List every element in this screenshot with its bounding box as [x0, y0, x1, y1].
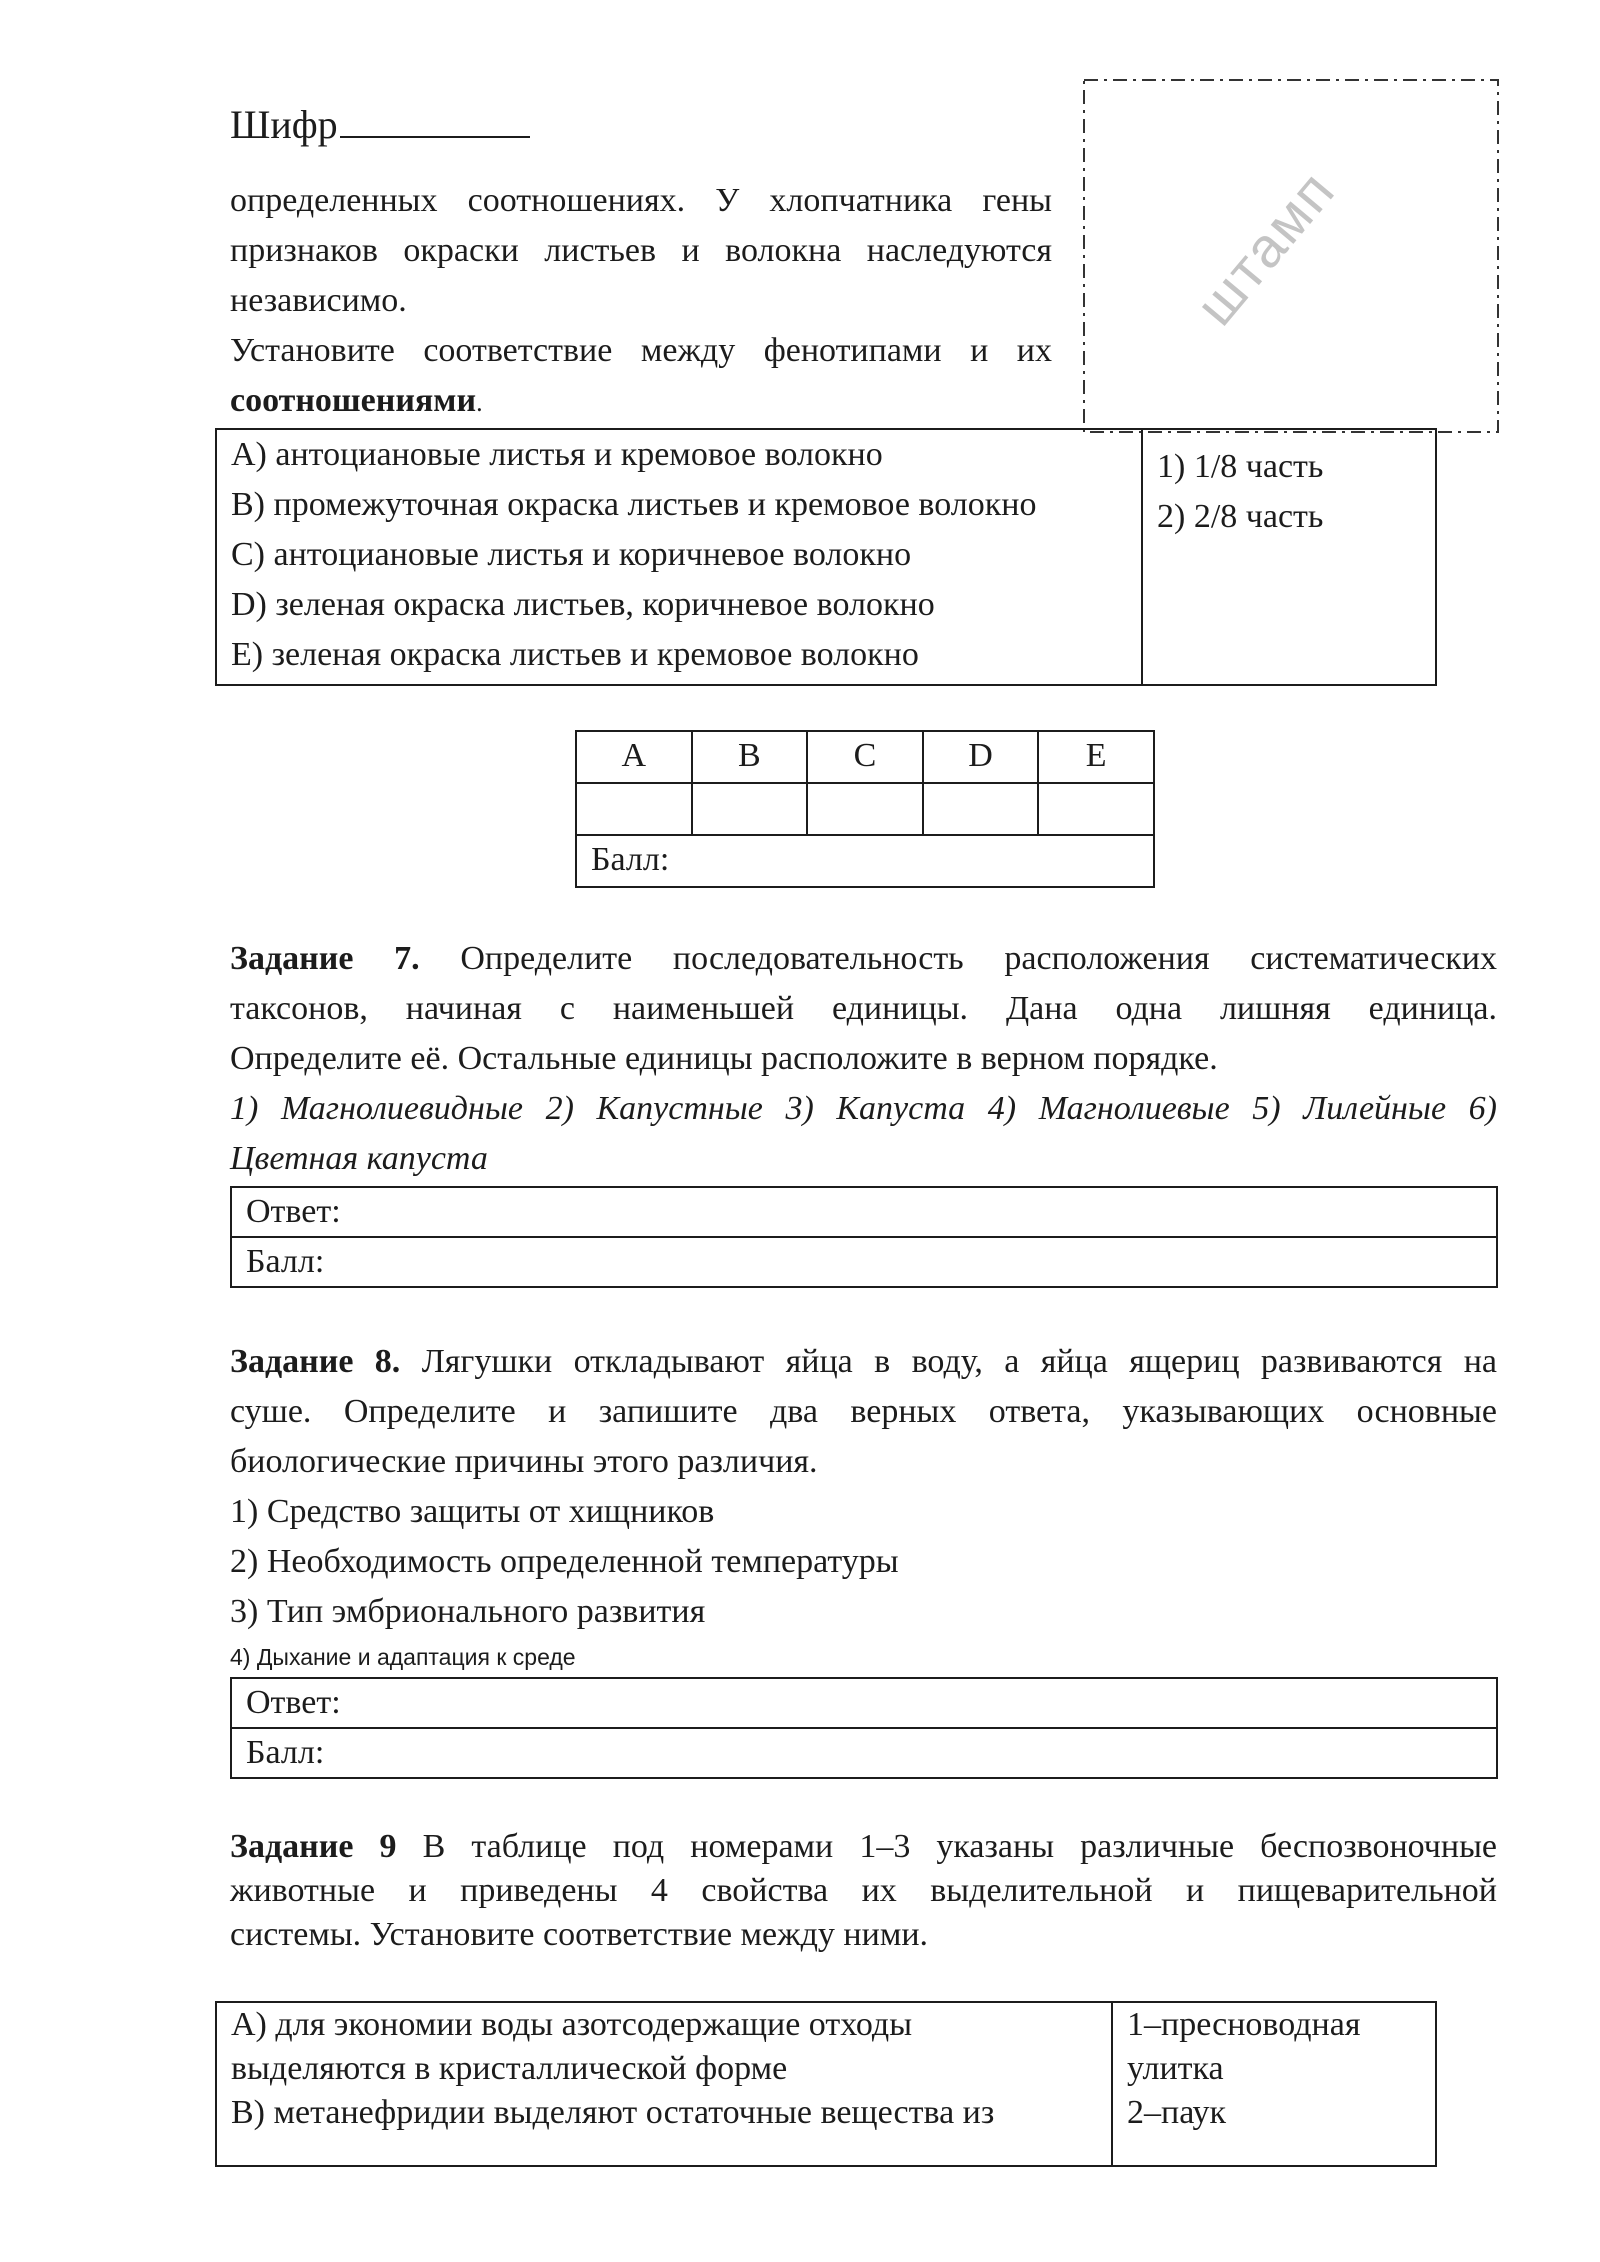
task8-option-1: 1) Средство защиты от хищников	[230, 1493, 715, 1530]
task6-answer-grid	[575, 730, 1155, 888]
animal-item: 2–паук	[1127, 2094, 1227, 2131]
task9-matching-table	[215, 2001, 1437, 2167]
task8-line-2: суше. Определите и запишите два верных ответа, указывающих основные	[230, 1393, 1497, 1430]
phenotype-list	[216, 429, 1142, 685]
task7-answer-table	[230, 1186, 1498, 1288]
task6-period: .	[476, 388, 483, 417]
task7-line-2: таксонов, начиная с наименьшей единицы. Дана одна лишняя единица.	[230, 990, 1497, 1027]
property-item: А) для экономии воды азотсодержащие отходы	[231, 2006, 913, 2043]
task8-title: Задание 8.	[230, 1343, 401, 1380]
grid-header-d: D	[923, 731, 1039, 783]
ratio-item: 1) 1/8 часть	[1157, 448, 1324, 485]
score-label: Балл:	[591, 841, 670, 878]
task8-line-3: биологические причины этого различия.	[230, 1443, 818, 1480]
property-item: выделяются в кристаллической форме	[231, 2050, 788, 2087]
task9-line-1	[230, 1825, 1497, 1869]
stamp-label: штамп	[1183, 158, 1347, 337]
task9-line-2: животные и приведены 4 свойства их выделительной и пищеварительной	[230, 1872, 1497, 1909]
task8-answer-table	[230, 1677, 1498, 1779]
task8-option-2: 2) Необходимость определенной температуры	[230, 1543, 899, 1580]
task6-line-4: Установите соответствие между фенотипами и их	[230, 332, 1052, 369]
phenotype-item: D) зеленая окраска листьев, коричневое волокно	[231, 586, 935, 623]
grid-answer-cell-d[interactable]	[923, 783, 1039, 835]
grid-header-a: А	[576, 731, 692, 783]
task9-text: В таблице под номерами 1–3 указаны различные беспозвоночные	[422, 1828, 1498, 1865]
answer-label: Ответ:	[246, 1193, 341, 1230]
ratio-item: 2) 2/8 часть	[1157, 498, 1324, 535]
task6-line-5	[230, 376, 1497, 428]
score-label: Балл:	[246, 1243, 325, 1280]
task7-options-line-2	[230, 1134, 1497, 1184]
cipher-label: Шифр	[230, 102, 338, 147]
phenotype-item: В) промежуточная окраска листьев и кремовое волокно	[231, 486, 1037, 523]
grid-header-b: В	[692, 731, 808, 783]
task7-answer-field[interactable]	[231, 1187, 1497, 1237]
task8-option-4: 4) Дыхание и адаптация к среде	[230, 1644, 576, 1670]
task8-score-field[interactable]	[231, 1728, 1497, 1778]
phenotype-matching-table	[215, 428, 1437, 686]
animal-list	[1112, 2002, 1436, 2166]
phenotype-item: Е) зеленая окраска листьев и кремовое волокно	[231, 636, 919, 673]
grid-header-c: С	[807, 731, 923, 783]
property-list	[216, 2002, 1112, 2166]
task7-score-field[interactable]	[231, 1237, 1497, 1287]
grid-answer-cell-a[interactable]	[576, 783, 692, 835]
task9-line-3: системы. Установите соответствие между ними.	[230, 1916, 929, 1953]
task6-bold-word: соотношениями	[230, 382, 477, 419]
phenotype-item: А) антоциановые листья и кремовое волокно	[231, 436, 883, 473]
task7-options-line-1	[230, 1084, 1497, 1134]
task7-text: Определите последовательность расположения систематических	[460, 940, 1498, 977]
task6-line-3: независимо.	[230, 282, 407, 319]
score-label: Балл:	[246, 1734, 325, 1771]
task7-line-1	[230, 934, 1497, 984]
phenotype-item: С) антоциановые листья и коричневое волокно	[231, 536, 912, 573]
animal-item: улитка	[1127, 2050, 1224, 2087]
task8-option-3: 3) Тип эмбрионального развития	[230, 1593, 706, 1630]
task8-answer-field[interactable]	[231, 1678, 1497, 1728]
task9-title: Задание 9	[230, 1828, 397, 1865]
task7-options-tail: Цветная капуста	[230, 1140, 488, 1177]
grid-header-e: E	[1038, 731, 1154, 783]
cipher-field	[230, 98, 530, 152]
grid-answer-cell-c[interactable]	[807, 783, 923, 835]
grid-answer-cell-e[interactable]	[1038, 783, 1154, 835]
task7-line-3: Определите её. Остальные единицы расположите в верном порядке.	[230, 1040, 1218, 1077]
task6-line-2: признаков окраски листьев и волокна наследуются	[230, 232, 1052, 269]
task7-options: 1) Магнолиевидные 2) Капустные 3) Капуста 4) Магнолиевые 5) Лилейные 6)	[230, 1090, 1497, 1127]
answer-label: Ответ:	[246, 1684, 341, 1721]
grid-answer-cell-b[interactable]	[692, 783, 808, 835]
property-item: В) метанефридии выделяют остаточные вещества из	[231, 2094, 995, 2131]
task6-score-cell[interactable]	[576, 835, 1154, 887]
animal-item: 1–пресноводная	[1127, 2006, 1361, 2043]
task8-line-1	[230, 1337, 1497, 1387]
ratio-list	[1142, 429, 1436, 685]
task6-line-1: определенных соотношениях. У хлопчатника гены	[230, 182, 1052, 219]
task8-text: Лягушки откладывают яйца в воду, а яйца ящериц развиваются на	[421, 1343, 1497, 1380]
task7-title: Задание 7.	[230, 940, 420, 977]
cipher-blank-line[interactable]	[340, 100, 530, 138]
